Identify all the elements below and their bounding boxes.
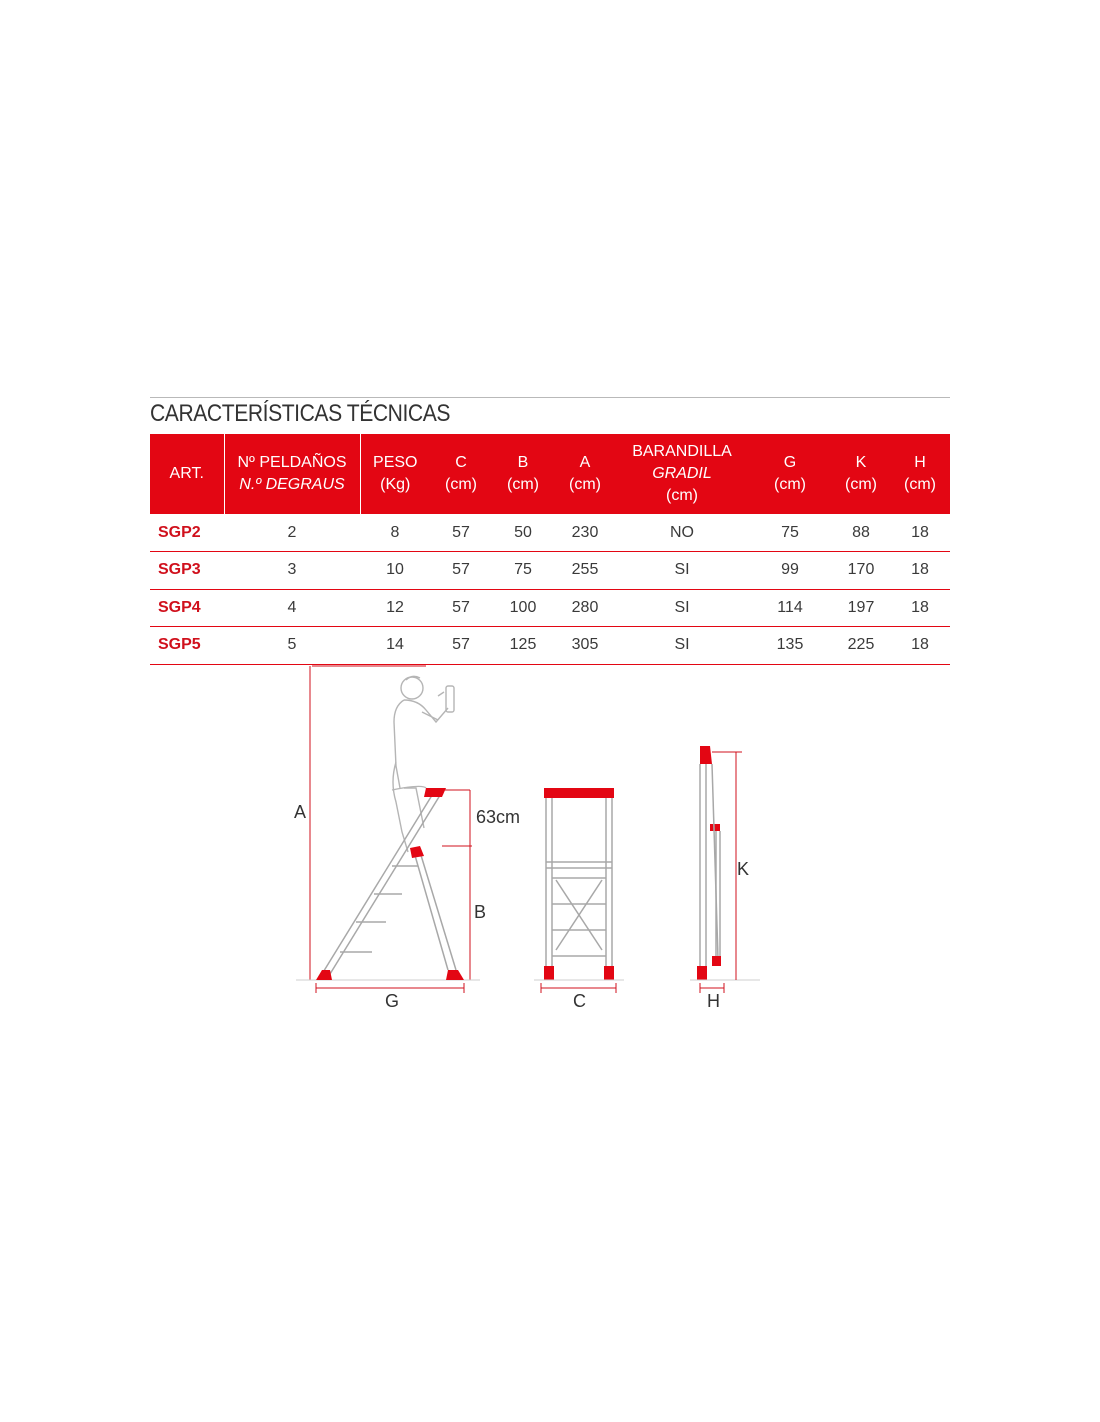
label-k: K <box>737 859 750 879</box>
header-a: A (cm) <box>569 454 601 493</box>
header-peldanos: Nº PELDAÑOS N.º DEGRAUS <box>224 434 360 514</box>
side-view <box>296 666 480 993</box>
header-b: B (cm) <box>507 454 539 493</box>
cell-peso: 8 <box>360 514 430 552</box>
cell-b: 125 <box>492 627 554 665</box>
cell-peldanos: 5 <box>224 627 360 665</box>
cell-peso: 12 <box>360 589 430 627</box>
cell-b: 50 <box>492 514 554 552</box>
header-k: K (cm) <box>845 454 877 493</box>
cell-g: 99 <box>748 552 832 590</box>
cell-h: 18 <box>890 589 950 627</box>
front-platform-red <box>544 788 614 798</box>
label-a: A <box>294 802 307 822</box>
cell-art: SGP2 <box>150 514 224 552</box>
cell-peldanos: 2 <box>224 514 360 552</box>
ladder-side <box>322 792 456 974</box>
label-g: G <box>385 991 400 1011</box>
cell-h: 18 <box>890 514 950 552</box>
cell-b: 75 <box>492 552 554 590</box>
folded-mid-red <box>710 824 720 831</box>
foot-front-red <box>316 970 332 980</box>
header-barandilla: BARANDILLA GRADIL (cm) <box>632 443 732 504</box>
cell-barandilla: SI <box>616 552 748 590</box>
cell-h: 18 <box>890 627 950 665</box>
cell-barandilla: SI <box>616 589 748 627</box>
header-art: ART. <box>150 434 224 514</box>
cell-peldanos: 3 <box>224 552 360 590</box>
hinge-red <box>410 846 424 858</box>
cell-art: SGP4 <box>150 589 224 627</box>
cell-c: 57 <box>430 514 492 552</box>
cell-a: 255 <box>554 552 616 590</box>
cell-art: SGP5 <box>150 627 224 665</box>
person-figure <box>392 676 454 852</box>
cell-c: 57 <box>430 589 492 627</box>
cell-a: 305 <box>554 627 616 665</box>
cell-g: 75 <box>748 514 832 552</box>
cell-art: SGP3 <box>150 552 224 590</box>
foot-back-red <box>446 970 464 980</box>
header-peso: PESO (Kg) <box>373 454 418 493</box>
front-foot-left-red <box>544 966 554 980</box>
label-h: H <box>707 991 720 1011</box>
cell-a: 230 <box>554 514 616 552</box>
cell-k: 197 <box>832 589 890 627</box>
cell-peso: 14 <box>360 627 430 665</box>
label-b: B <box>474 902 487 922</box>
folded-top-red <box>700 746 712 764</box>
cell-peso: 10 <box>360 552 430 590</box>
header-g: G (cm) <box>774 454 806 493</box>
section-title: CARACTERÍSTICAS TÉCNICAS <box>150 400 451 427</box>
cell-c: 57 <box>430 627 492 665</box>
cell-k: 225 <box>832 627 890 665</box>
label-63cm: 63cm <box>476 807 521 827</box>
cell-k: 88 <box>832 514 890 552</box>
cell-h: 18 <box>890 552 950 590</box>
folded-view <box>690 746 760 993</box>
header-h: H (cm) <box>904 454 936 493</box>
folded-foot-red <box>697 966 707 980</box>
cell-barandilla: SI <box>616 627 748 665</box>
cell-g: 114 <box>748 589 832 627</box>
cell-k: 170 <box>832 552 890 590</box>
cell-g: 135 <box>748 627 832 665</box>
platform-red <box>424 788 446 797</box>
label-c: C <box>573 991 586 1011</box>
cell-barandilla: NO <box>616 514 748 552</box>
cell-peldanos: 4 <box>224 589 360 627</box>
cell-a: 280 <box>554 589 616 627</box>
header-c: C (cm) <box>445 454 477 493</box>
folded-foot2-red <box>712 956 721 966</box>
cell-b: 100 <box>492 589 554 627</box>
front-foot-right-red <box>604 966 614 980</box>
cell-c: 57 <box>430 552 492 590</box>
front-view <box>534 788 624 993</box>
